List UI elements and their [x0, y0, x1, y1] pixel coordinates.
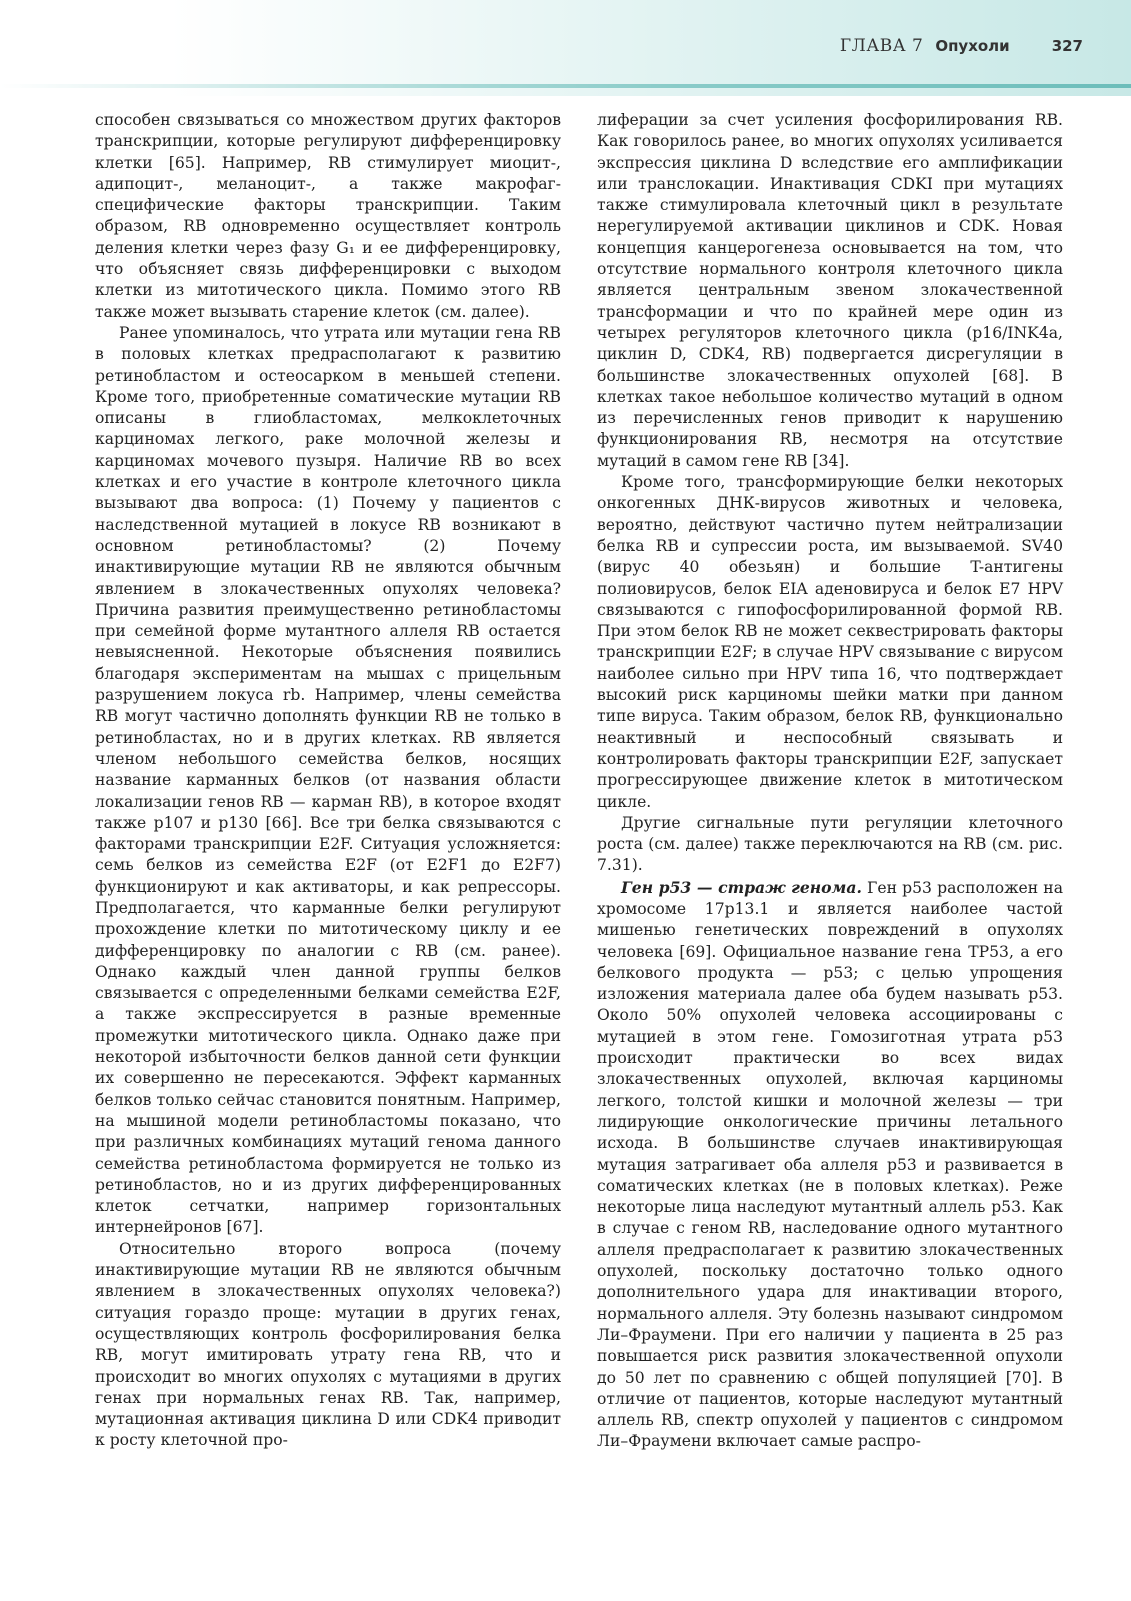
right-column: [597, 110, 1063, 1453]
section-heading: Ген p53 — страж генома.: [621, 877, 862, 897]
paragraph: способен связываться со множеством других факторов транскрипции, которые регулируют дифференцировку клетки [65]. Например, RB стимулирует миоцит-, адипоцит-, меланоцит-, а также макрофаг-специфические факторы транскрипции. Таким образом, RB одновременно осуществляет контроль деления клетки через фазу G₁ и ее дифференцировку, что объясняет связь дифференцировки с выходом клетки из митотического цикла. Помимо этого RB также может вызывать старение клеток (см. далее).: [95, 111, 561, 321]
paragraph: лиферации за счет усиления фосфорилирования RB. Как говорилось ранее, во многих опухолях усиливается экспрессия циклина D вследствие его амплификации или транслокации. Инактивация CDKI при мутациях также стимулировала клеточный цикл в результате нерегулируемой активации циклинов и CDK. Новая концепция канцерогенеза основывается на том, что отсутствие нормального контроля клеточного цикла является центральным звеном злокачественной трансформации и что по крайней мере один из четырех регуляторов клеточного цикла (p16/INK4a, циклин D, CDK4, RB) подвергается дисрегуляции в большинстве злокачественных опухолей [68]. В клетках такое небольшое количество мутаций в одном из перечисленных генов приводит к нарушению функционирования RB, несмотря на отсутствие мутаций в самом гене RB [34].: [597, 111, 1063, 470]
chapter-label: ГЛАВА 7: [839, 36, 924, 56]
header-rule: [0, 84, 1131, 88]
left-column: [95, 110, 561, 1452]
chapter-title: Опухоли: [935, 37, 1010, 55]
p53-paragraph: [597, 877, 1063, 1453]
running-head: [840, 36, 1083, 56]
page-number: 327: [1051, 37, 1083, 55]
paragraph-text: Ген p53 расположен на хромосоме 17p13.1 и является наиболее частой мишенью генетических повреждений в опухолях человека [69]. Официальное название гена TP53, а его белкового продукта — p53; с целью упрощения изложения материала далее оба будем называть p53. Около 50% опухолей человека ассоциированы с мутацией в этом гене. Гомозиготная утрата p53 происходит практически во всех видах злокачественных опухолей, включая карциномы легкого, толстой кишки и молочной железы — три лидирующие онкологические причины летального исхода. В большинстве случаев инактивирующая мутация затрагивает оба аллеля p53 и развивается в соматических клетках (не в половых клетках). Реже некоторые лица наследуют мутантный аллель p53. Как в случае с геном RB, наследование одного мутантного аллеля предрасполагает к развитию злокачественных опухолей, поскольку достаточно только одного дополнительного удара для инактивации второго, нормального аллеля. Эту болезнь называют синдромом Ли–Фраумени. При его наличии у пациента в 25 раз повышается риск развития злокачественной опухоли до 50 лет по сравнению с общей популяцией [70]. В отличие от пациентов, которые наследуют мутантный аллель RB, спектр опухолей у пациентов с синдромом Ли–Фраумени включает самые распро-: [597, 878, 1063, 1451]
paragraph: Ранее упоминалось, что утрата или мутации гена RB в половых клетках предрасполагают к развитию ретинобластом и остеосарком в меньшей степени. Кроме того, приобретенные соматические мутации RB описаны в глиобластомах, мелкоклеточных карциномах легкого, раке молочной железы и карциномах мочевого пузыря. Наличие RB во всех клетках и его участие в контроле клеточного цикла вызывают два вопроса: (1) Почему у пациентов с наследственной мутацией в локусе RB возникают в основном ретинобластомы? (2) Почему инактивирующие мутации RB не являются обычным явлением в злокачественных опухолях человека? Причина развития преимущественно ретинобластомы при семейной форме мутантного аллеля RB остается невыясненной. Некоторые объяснения появились благодаря экспериментам на мышах с прицельным разрушением локуса rb. Например, члены семейства RB могут частично дополнять функции RB не только в ретинобластах, но и в других клетках. RB является членом небольшого семейства белков, носящих название карманных белков (от названия области локализации генов RB — карман RB), в которое входят также p107 и p130 [66]. Все три белка связываются с факторами транскрипции E2F. Ситуация усложняется: семь белков из семейства E2F (от E2F1 до E2F7) функционируют и как активаторы, и как репрессоры. Предполагается, что карманные белки регулируют прохождение клетки по митотическому циклу и ее дифференцировку по аналогии с RB (см. ранее). Однако каждый член данной группы белков связывается с определенными белками семейства E2F, а также экспрессируется в разные временные промежутки митотического цикла. Однако даже при некоторой избыточности белков данной сети функции их совершенно не пересекаются. Эффект карманных белков только сейчас становится понятным. Например, на мышиной модели ретинобластомы показано, что при различных комбинациях мутаций генома данного семейства ретинобластома формируется не только из ретинобластов, но и из других дифференцированных клеток сетчатки, например горизонтальных интернейронов [67].: [95, 323, 561, 1237]
paragraph: Кроме того, трансформирующие белки некоторых онкогенных ДНК-вирусов животных и человека, вероятно, действуют частично путем нейтрализации белка RB и супрессии роста, им вызываемой. SV40 (вирус 40 обезьян) и большие T-антигены полиовирусов, белок EIA аденовируса и белок E7 HPV связываются с гипофосфорилированной формой RB. При этом белок RB не может секвестрировать факторы транскрипции E2F; в случае HPV связывание с вирусом наиболее сильно при HPV типа 16, что подтверждает высокий риск карциномы шейки матки при данном типе вируса. Таким образом, белок RB, функционально неактивный и неспособный связывать и контролировать факторы транскрипции E2F, запускает прогрессирующее движение клеток в митотическом цикле.: [597, 473, 1063, 811]
paragraph: Относительно второго вопроса (почему инактивирующие мутации RB не являются обычным явлением в злокачественных опухолях человека?) ситуация гораздо проще: мутации в других генах, осуществляющих контроль фосфорилирования белка RB, могут имитировать утрату гена RB, что и происходит во многих опухолях с мутациями в других генах при нормальных генах RB. Так, например, мутационная активация циклина D или CDK4 приводит к росту клеточной про-: [95, 1239, 561, 1450]
paragraph: Другие сигнальные пути регуляции клеточного роста (см. далее) также переключаются на RB (см. рис. 7.31).: [597, 813, 1063, 875]
